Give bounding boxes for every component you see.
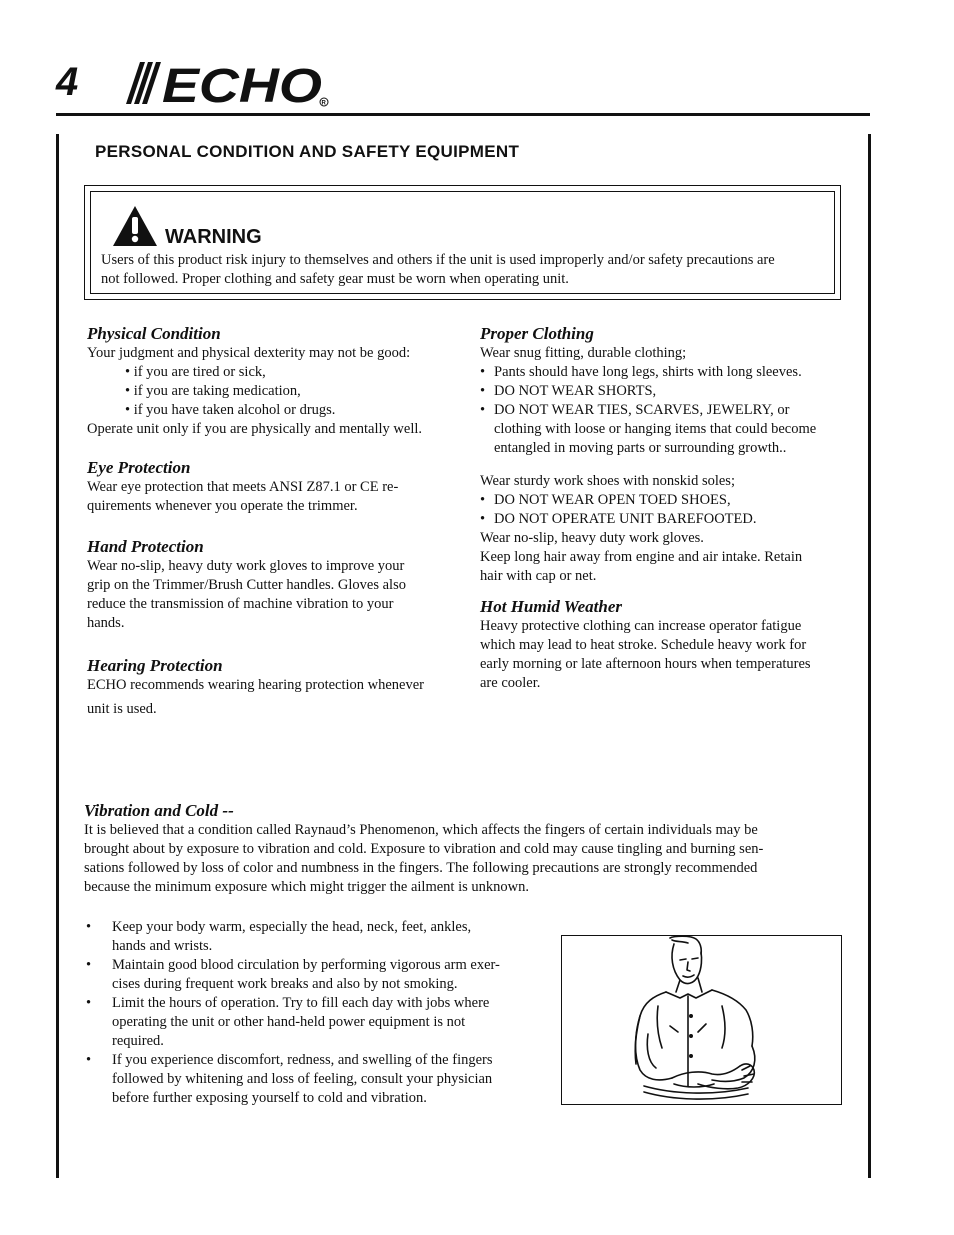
section-title: PERSONAL CONDITION AND SAFETY EQUIPMENT [95,142,520,161]
hand-protection-heading: Hand Protection [87,537,204,556]
hand-protection-section [87,537,457,633]
warning-triangle-icon [112,205,158,247]
logo-stripes [126,62,161,104]
body-text-line: Wear sturdy work shoes with nonskid soles; [480,473,735,489]
list-item: • DO NOT WEAR TIES, SCARVES, JEWELRY, or [480,401,850,420]
list-item: • Pants should have long legs, shirts with long sleeves. [480,363,850,382]
header-rule [56,113,870,116]
body-text-line: Wear snug fitting, durable clothing; [480,345,687,361]
list-item: • Maintain good blood circulation by performing vigorous arm exer- cises during frequent work breaks and also by not smoking. [84,956,544,994]
illustration-frame [561,935,842,1105]
left-margin-rule [56,134,59,1178]
body-text-line: quirements whenever you operate the trimmer. [87,498,358,514]
vibration-precautions-list [84,918,544,1108]
hot-humid-weather-section [480,597,850,693]
body-text-line: reduce the transmission of machine vibration to your [87,596,394,612]
list-item-continuation: clothing with loose or hanging items that could become [494,421,817,437]
physical-condition-outro: Operate unit only if you are physically and mentally well. [87,421,423,437]
page-number: 4 [56,60,79,104]
body-text-line: hands. [87,615,125,631]
list-item-continuation: entangled in moving parts or surrounding growth.. [494,440,787,456]
body-text-line: Wear eye protection that meets ANSI Z87.1 or CE re- [87,479,399,495]
list-item: • if you have taken alcohol or drugs. [125,402,336,418]
man-rubbing-hands-illustration [562,936,841,1104]
vibration-cold-heading: Vibration and Cold -- [84,801,234,820]
list-item: • Keep your body warm, especially the head, neck, feet, ankles, hands and wrists. [84,918,544,956]
vibration-cold-section [84,801,844,897]
body-text-line: Heavy protective clothing can increase operator fatigue [480,618,802,634]
body-text-line: hair with cap or net. [480,568,597,584]
list-item: • Limit the hours of operation. Try to fill each day with jobs where operating the unit or other hand-held power equipment is not required. [84,994,544,1051]
proper-clothing-heading: Proper Clothing [480,324,594,343]
proper-clothing-section [480,324,850,586]
body-text-line: ECHO recommends wearing hearing protection whenever [87,677,425,693]
echo-logo [112,58,332,108]
logo-wordmark: ECHO [162,60,322,108]
physical-condition-heading: Physical Condition [87,324,221,343]
right-margin-rule [868,134,871,1178]
hearing-protection-heading: Hearing Protection [87,656,223,675]
body-text-line: sations followed by loss of color and numbness in the fingers. The following precautions are strongly recommended [84,860,758,876]
body-text-line: which may lead to heat stroke. Schedule heavy work for [480,637,807,653]
body-text-line: Wear no-slip, heavy duty work gloves to improve your [87,558,405,574]
body-text-line: early morning or late afternoon hours when temperatures [480,656,811,672]
body-text-line: are cooler. [480,675,541,691]
list-item: • If you experience discomfort, redness, and swelling of the fingers followed by whitening and loss of feeling, consult your physician before further exposing yourself to cold and vibration. [84,1051,544,1108]
list-item: • DO NOT WEAR SHORTS, [480,382,850,401]
list-item: • if you are taking medication, [125,383,301,399]
warning-text-line: Users of this product risk injury to themselves and others if the unit is used improperly and/or safety precautions are [101,252,775,268]
body-text-line: grip on the Trimmer/Brush Cutter handles. Gloves also [87,577,406,593]
body-text-line: because the minimum exposure which might trigger the ailment is unknown. [84,879,529,895]
warning-text-line: not followed. Proper clothing and safety gear must be worn when operating unit. [101,271,569,287]
body-text-line: Keep long hair away from engine and air intake. Retain [480,549,803,565]
warning-title: WARNING [165,226,262,248]
hot-humid-weather-heading: Hot Humid Weather [480,597,623,616]
body-text-line: brought about by exposure to vibration and cold. Exposure to vibration and cold may cause tingling and burning sen- [84,841,764,857]
physical-condition-section [87,324,457,439]
physical-condition-intro: Your judgment and physical dexterity may not be good: [87,345,411,361]
svg-text:R: R [321,100,326,107]
list-item: • DO NOT OPERATE UNIT BAREFOOTED. [480,510,850,529]
eye-protection-heading: Eye Protection [87,458,191,477]
eye-protection-section [87,458,457,516]
warning-text [101,251,831,289]
body-text-line: Wear no-slip, heavy duty work gloves. [480,530,704,546]
list-item: • if you are tired or sick, [125,364,266,380]
hearing-protection-section [87,656,457,719]
body-text-line: unit is used. [87,701,157,717]
body-text-line: It is believed that a condition called Raynaud’s Phenomenon, which affects the fingers of certain individuals may be [84,822,758,838]
list-item: • DO NOT WEAR OPEN TOED SHOES, [480,491,850,510]
